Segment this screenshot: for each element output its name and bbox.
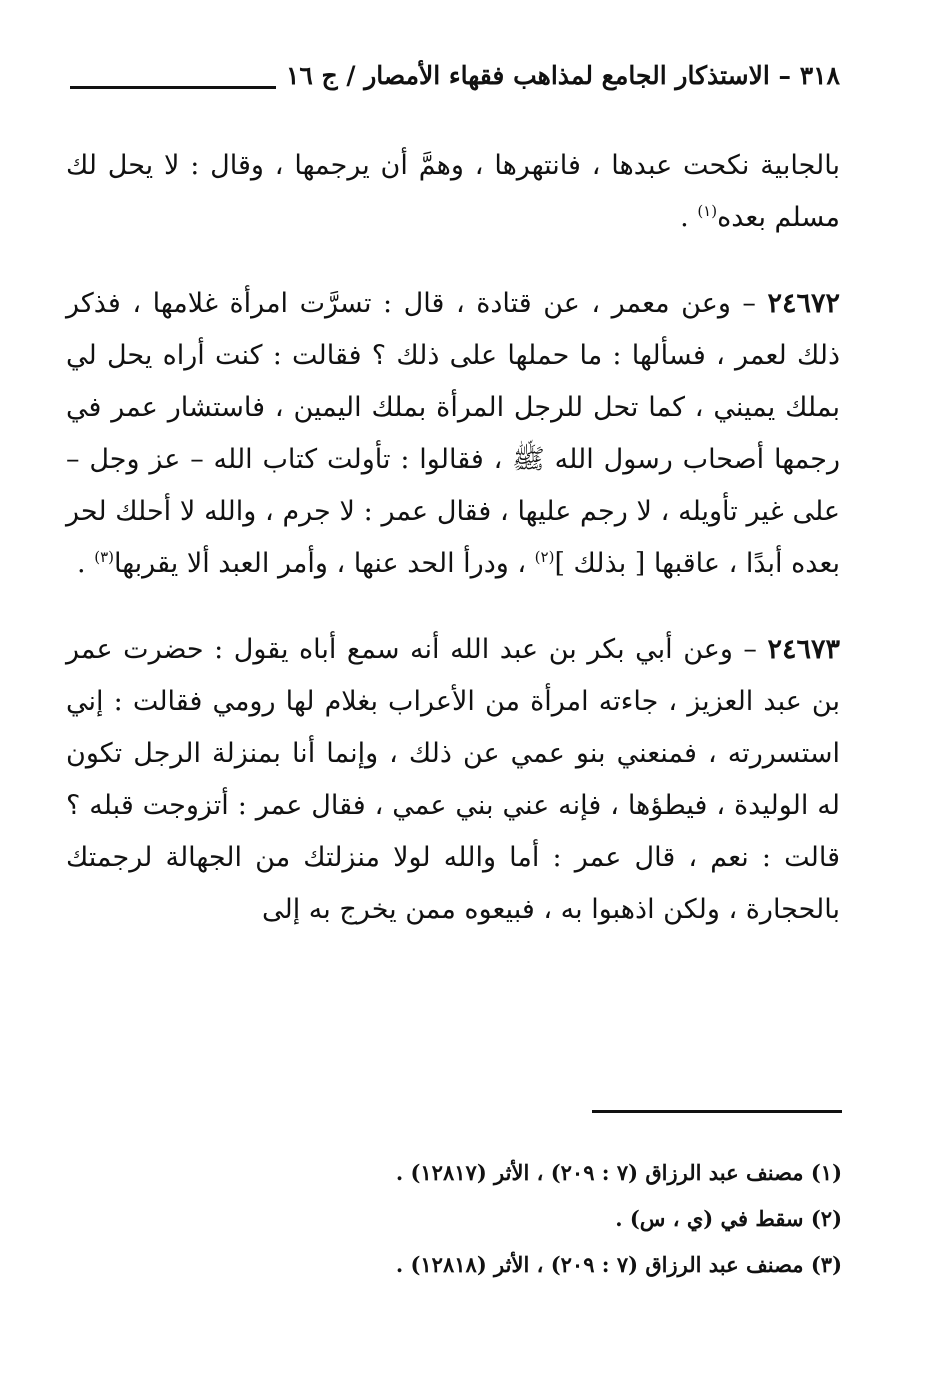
footnote-2: (٢) سقط في (ي ، س) . — [615, 1206, 842, 1231]
athar-number: ٢٤٦٧٣ — [767, 634, 840, 665]
main-text — [66, 140, 840, 970]
paragraph-text: بالجابية نكحت عبدها ، فانتهرها ، وهمَّ أن يرجمها ، وقال : لا يحل لك مسلم بعده — [66, 150, 840, 233]
paragraph-tail: . — [77, 548, 95, 579]
footnote-reference-3: (٣) — [94, 548, 114, 566]
paragraph-text-continued: ، ودرأ الحد عنها ، وأمر العبد ألا يقربها — [113, 548, 535, 579]
paragraph-text: – وعن معمر ، عن قتادة ، قال : تسرَّت امرأة غلامها ، فذكر ذلك لعمر ، فسألها : ما حملها على ذلك ؟ فقالت : كنت أراه يحل لي بملك يميني ، كما تحل للرجل المرأة بملك اليمين ، فاستشار عمر في رجمها أصحاب رسول الله ﷺ ، فقالوا : تأولت كتاب الله – عز وجل – على غير تأويله ، لا رجم عليها ، فقال عمر : لا جرم ، والله لا أحلك لحر بعده أبدًا ، عاقبها [ بذلك ] — [66, 288, 840, 579]
footnotes — [142, 1150, 842, 1288]
footnote-1: (١) مصنف عبد الرزاق (٧ : ٢٠٩) ، الأثر (١٢٨١٧) . — [395, 1160, 842, 1185]
paragraph-tail: . — [680, 202, 698, 233]
footnote-reference-1: (١) — [697, 202, 718, 220]
paragraph-24673 — [66, 624, 840, 936]
footnote-reference-2: (٢) — [534, 548, 555, 566]
footnote-separator — [592, 1110, 842, 1113]
paragraph-text: – وعن أبي بكر بن عبد الله أنه سمع أباه يقول : حضرت عمر بن عبد العزيز ، جاءته امرأة من الأعراب بغلام لها رومي فقالت : إني استسررته ، فمنعني بنو عمي عن ذلك ، وإنما أنا بمنزلة الرجل تكون له الوليدة ، فيطؤها ، فإنه عني بني عمي ، فقال عمر : أتزوجت قبله ؟ قالت : نعم ، قال عمر : أما والله لولا منزلتك من الجهالة لرجمتك بالحجارة ، ولكن اذهبوا به ، فبيعوه ممن يخرج به إلى — [66, 634, 840, 925]
paragraph-continuation — [66, 140, 840, 244]
paragraph-24672 — [66, 278, 840, 590]
page-header-title: ٣١٨ – الاستذكار الجامع لمذاهب فقهاء الأمصار / ج ١٦ — [276, 60, 840, 92]
running-header — [70, 60, 840, 106]
athar-number: ٢٤٦٧٢ — [767, 288, 840, 319]
footnote-3: (٣) مصنف عبد الرزاق (٧ : ٢٠٩) ، الأثر (١٢٨١٨) . — [395, 1252, 842, 1277]
